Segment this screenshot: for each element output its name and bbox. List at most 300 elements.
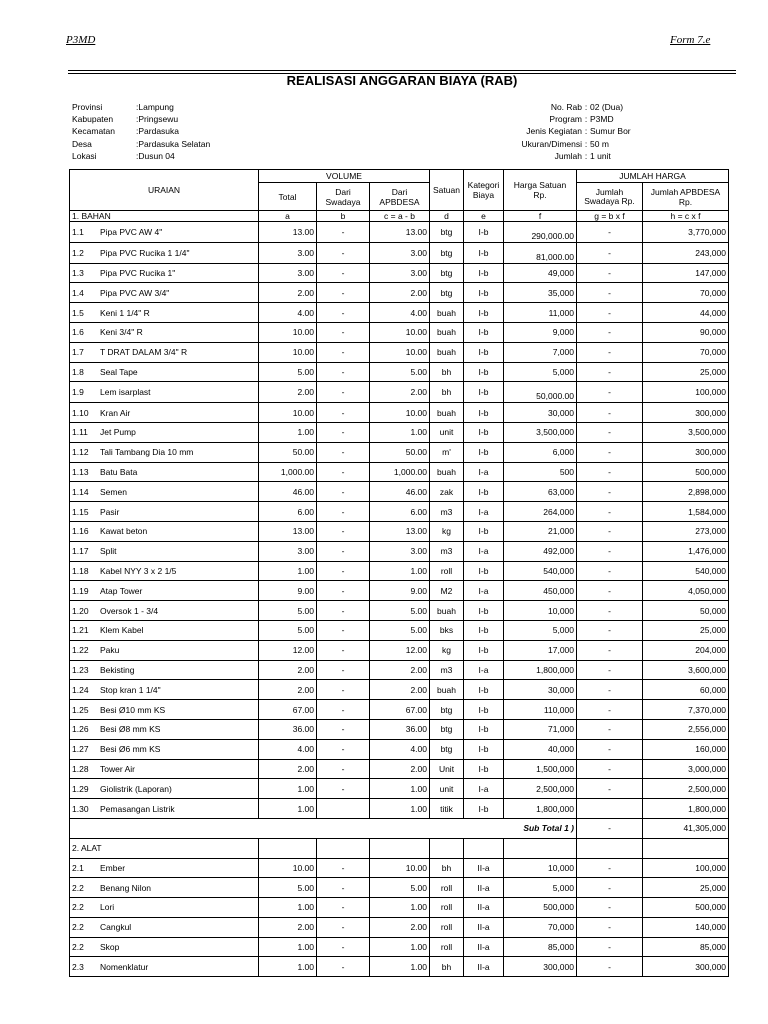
volume-swadaya: - bbox=[317, 482, 370, 502]
unit: buah bbox=[430, 680, 464, 700]
subtotal-label: Sub Total 1 ) bbox=[70, 818, 577, 838]
volume-apbdesa: 50.00 bbox=[370, 442, 430, 462]
unit-price: 17,000 bbox=[504, 640, 577, 660]
item-number: 1.25 bbox=[72, 704, 89, 715]
total-swadaya: - bbox=[577, 263, 643, 283]
unit: bh bbox=[430, 858, 464, 878]
col-uraian: URAIAN bbox=[70, 170, 259, 211]
volume-total: 50.00 bbox=[259, 442, 317, 462]
total-apbdesa: 540,000 bbox=[643, 561, 729, 581]
volume-apbdesa: 1.00 bbox=[370, 957, 430, 977]
meta-row bbox=[72, 138, 210, 150]
item-number: 1.23 bbox=[72, 664, 89, 675]
total-apbdesa: 204,000 bbox=[643, 640, 729, 660]
meta-row bbox=[72, 150, 210, 162]
volume-swadaya: - bbox=[317, 759, 370, 779]
volume-apbdesa: 1,000.00 bbox=[370, 462, 430, 482]
unit: m3 bbox=[430, 502, 464, 522]
item-name: Split bbox=[100, 546, 117, 557]
cost-category: I-b bbox=[464, 422, 504, 442]
unit-price: 81,000.00 bbox=[504, 242, 577, 263]
cost-category: I-b bbox=[464, 601, 504, 621]
total-apbdesa: 7,370,000 bbox=[643, 700, 729, 720]
table-row bbox=[70, 957, 729, 977]
total-apbdesa: 50,000 bbox=[643, 601, 729, 621]
item-name: Bekisting bbox=[100, 664, 135, 675]
col-apbdesa: Dari APBDESA bbox=[370, 183, 430, 211]
volume-total: 2.00 bbox=[259, 759, 317, 779]
formula-row bbox=[70, 211, 729, 222]
table-row bbox=[70, 917, 729, 937]
col-total: Total bbox=[259, 183, 317, 211]
subtotal-apbdesa: 41,305,000 bbox=[643, 818, 729, 838]
volume-total: 1.00 bbox=[259, 937, 317, 957]
item-name: Kawat beton bbox=[100, 526, 148, 537]
volume-apbdesa: 5.00 bbox=[370, 362, 430, 382]
cost-category: I-a bbox=[464, 779, 504, 799]
table-row bbox=[70, 719, 729, 739]
total-swadaya: - bbox=[577, 779, 643, 799]
meta-row bbox=[460, 150, 631, 162]
total-swadaya: - bbox=[577, 957, 643, 977]
item-name: Ember bbox=[100, 862, 126, 873]
table-row bbox=[70, 502, 729, 522]
total-swadaya: - bbox=[577, 403, 643, 423]
item-name: T DRAT DALAM 3/4" R bbox=[100, 347, 188, 358]
total-apbdesa: 25,000 bbox=[643, 620, 729, 640]
cost-category: I-a bbox=[464, 502, 504, 522]
volume-apbdesa: 46.00 bbox=[370, 482, 430, 502]
unit-price: 450,000 bbox=[504, 581, 577, 601]
formula-d: d bbox=[430, 211, 464, 222]
item-name: Tower Air bbox=[100, 763, 135, 774]
total-swadaya: - bbox=[577, 322, 643, 342]
total-apbdesa: 3,600,000 bbox=[643, 660, 729, 680]
unit-price: 85,000 bbox=[504, 937, 577, 957]
volume-swadaya: - bbox=[317, 303, 370, 323]
volume-total: 4.00 bbox=[259, 739, 317, 759]
item-cell bbox=[70, 620, 259, 640]
formula-b: b bbox=[317, 211, 370, 222]
item-name: Atap Tower bbox=[100, 585, 143, 596]
total-swadaya: - bbox=[577, 601, 643, 621]
formula-h: h = c x f bbox=[643, 211, 729, 222]
volume-total: 2.00 bbox=[259, 917, 317, 937]
volume-swadaya: - bbox=[317, 541, 370, 561]
item-name: Benang Nilon bbox=[100, 882, 152, 893]
volume-total: 1.00 bbox=[259, 561, 317, 581]
table-row bbox=[70, 422, 729, 442]
meta-row bbox=[72, 101, 210, 113]
total-apbdesa: 2,898,000 bbox=[643, 482, 729, 502]
cost-category: I-b bbox=[464, 263, 504, 283]
unit-price: 21,000 bbox=[504, 521, 577, 541]
unit-price: 49,000 bbox=[504, 263, 577, 283]
total-swadaya: - bbox=[577, 502, 643, 522]
meta-separator: : bbox=[584, 114, 588, 125]
total-swadaya: - bbox=[577, 222, 643, 243]
volume-total: 3.00 bbox=[259, 242, 317, 263]
table-row bbox=[70, 403, 729, 423]
item-name: Semen bbox=[100, 486, 127, 497]
item-cell bbox=[70, 222, 259, 243]
item-name: Seal Tape bbox=[100, 366, 138, 377]
unit-price: 9,000 bbox=[504, 322, 577, 342]
item-number: 1.2 bbox=[72, 247, 84, 258]
volume-apbdesa: 3.00 bbox=[370, 263, 430, 283]
volume-swadaya: - bbox=[317, 462, 370, 482]
volume-apbdesa: 10.00 bbox=[370, 342, 430, 362]
volume-swadaya: - bbox=[317, 403, 370, 423]
total-apbdesa: 2,500,000 bbox=[643, 779, 729, 799]
item-number: 1.5 bbox=[72, 307, 84, 318]
volume-apbdesa: 12.00 bbox=[370, 640, 430, 660]
table-row bbox=[70, 799, 729, 819]
table-row bbox=[70, 779, 729, 799]
volume-apbdesa: 5.00 bbox=[370, 620, 430, 640]
volume-swadaya: - bbox=[317, 601, 370, 621]
total-apbdesa: 1,584,000 bbox=[643, 502, 729, 522]
total-apbdesa: 300,000 bbox=[643, 957, 729, 977]
item-number: 1.16 bbox=[72, 526, 89, 537]
item-name: Giolistrik (Laporan) bbox=[100, 783, 172, 794]
volume-total: 10.00 bbox=[259, 403, 317, 423]
volume-swadaya: - bbox=[317, 917, 370, 937]
volume-apbdesa: 36.00 bbox=[370, 719, 430, 739]
item-name: Besi Ø8 mm KS bbox=[100, 724, 161, 735]
meta-row bbox=[460, 101, 631, 113]
meta-separator: : bbox=[584, 126, 588, 137]
table-row bbox=[70, 759, 729, 779]
total-apbdesa: 243,000 bbox=[643, 242, 729, 263]
col-volume: VOLUME bbox=[259, 170, 430, 183]
total-swadaya: - bbox=[577, 442, 643, 462]
volume-apbdesa: 4.00 bbox=[370, 739, 430, 759]
unit: buah bbox=[430, 342, 464, 362]
formula-e: e bbox=[464, 211, 504, 222]
volume-apbdesa: 1.00 bbox=[370, 422, 430, 442]
volume-total: 5.00 bbox=[259, 878, 317, 898]
formula-a: a bbox=[259, 211, 317, 222]
meta-value: Lampung bbox=[138, 102, 174, 112]
volume-swadaya: - bbox=[317, 779, 370, 799]
unit-price: 11,000 bbox=[504, 303, 577, 323]
total-apbdesa: 300,000 bbox=[643, 403, 729, 423]
formula-c: c = a - b bbox=[370, 211, 430, 222]
item-name: Pipa PVC Rucika 1 1/4" bbox=[100, 247, 190, 258]
volume-apbdesa: 2.00 bbox=[370, 680, 430, 700]
meta-row bbox=[460, 138, 631, 150]
item-cell bbox=[70, 322, 259, 342]
table-row bbox=[70, 541, 729, 561]
unit: unit bbox=[430, 422, 464, 442]
unit: kg bbox=[430, 640, 464, 660]
table-row bbox=[70, 640, 729, 660]
meta-row bbox=[72, 125, 210, 137]
cost-category: I-b bbox=[464, 482, 504, 502]
item-cell bbox=[70, 759, 259, 779]
section-bahan: 1. BAHAN bbox=[70, 211, 259, 222]
item-cell bbox=[70, 700, 259, 720]
volume-swadaya: - bbox=[317, 957, 370, 977]
total-apbdesa: 85,000 bbox=[643, 937, 729, 957]
cost-category: II-a bbox=[464, 858, 504, 878]
table-row bbox=[70, 620, 729, 640]
total-apbdesa: 25,000 bbox=[643, 362, 729, 382]
item-name: Nomenklatur bbox=[100, 961, 149, 972]
total-swadaya: - bbox=[577, 382, 643, 403]
table-row bbox=[70, 303, 729, 323]
volume-total: 5.00 bbox=[259, 362, 317, 382]
unit: buah bbox=[430, 601, 464, 621]
volume-total: 13.00 bbox=[259, 222, 317, 243]
item-number: 1.30 bbox=[72, 803, 89, 814]
item-name: Pipa PVC AW 3/4" bbox=[100, 287, 170, 298]
volume-apbdesa: 2.00 bbox=[370, 660, 430, 680]
cost-category: I-b bbox=[464, 403, 504, 423]
item-number: 2.2 bbox=[72, 902, 84, 913]
volume-total: 1.00 bbox=[259, 422, 317, 442]
unit: buah bbox=[430, 322, 464, 342]
total-swadaya: - bbox=[577, 482, 643, 502]
item-name: Pemasangan Listrik bbox=[100, 803, 175, 814]
meta-label: Lokasi bbox=[72, 150, 97, 161]
subtotal-swadaya: - bbox=[577, 818, 643, 838]
meta-value: 1 unit bbox=[590, 150, 611, 161]
volume-total: 5.00 bbox=[259, 601, 317, 621]
volume-swadaya: - bbox=[317, 283, 370, 303]
item-cell bbox=[70, 263, 259, 283]
item-name: Pasir bbox=[100, 506, 120, 517]
item-name: Besi Ø6 mm KS bbox=[100, 744, 161, 755]
unit-price: 264,000 bbox=[504, 502, 577, 522]
meta-separator: : bbox=[136, 126, 139, 137]
meta-row bbox=[460, 113, 631, 125]
volume-apbdesa: 13.00 bbox=[370, 222, 430, 243]
table-row bbox=[70, 680, 729, 700]
volume-total: 6.00 bbox=[259, 502, 317, 522]
volume-total: 12.00 bbox=[259, 640, 317, 660]
volume-apbdesa: 13.00 bbox=[370, 521, 430, 541]
volume-apbdesa: 10.00 bbox=[370, 858, 430, 878]
total-swadaya: - bbox=[577, 303, 643, 323]
total-swadaya: - bbox=[577, 917, 643, 937]
volume-apbdesa: 1.00 bbox=[370, 898, 430, 918]
total-swadaya: - bbox=[577, 739, 643, 759]
item-cell bbox=[70, 422, 259, 442]
item-number: 1.9 bbox=[72, 387, 84, 398]
item-number: 1.24 bbox=[72, 684, 89, 695]
unit: buah bbox=[430, 303, 464, 323]
table-row bbox=[70, 700, 729, 720]
col-swadaya: Dari Swadaya bbox=[317, 183, 370, 211]
volume-total: 10.00 bbox=[259, 342, 317, 362]
meta-separator: : bbox=[584, 138, 588, 149]
col-harga: Harga Satuan Rp. bbox=[504, 170, 577, 211]
volume-total: 67.00 bbox=[259, 700, 317, 720]
volume-swadaya: - bbox=[317, 739, 370, 759]
table-row bbox=[70, 858, 729, 878]
volume-swadaya bbox=[317, 799, 370, 819]
volume-swadaya: - bbox=[317, 620, 370, 640]
item-number: 1.6 bbox=[72, 327, 84, 338]
table-row bbox=[70, 382, 729, 403]
section-alat-row bbox=[70, 838, 729, 858]
meta-value: Pardasuka bbox=[138, 126, 180, 137]
volume-total: 5.00 bbox=[259, 620, 317, 640]
cost-category: I-b bbox=[464, 303, 504, 323]
volume-apbdesa: 6.00 bbox=[370, 502, 430, 522]
cost-category: I-b bbox=[464, 442, 504, 462]
item-cell bbox=[70, 878, 259, 898]
unit: bh bbox=[430, 382, 464, 403]
unit-price: 35,000 bbox=[504, 283, 577, 303]
item-number: 1.10 bbox=[72, 407, 89, 418]
volume-total: 46.00 bbox=[259, 482, 317, 502]
item-name: Kran Air bbox=[100, 407, 131, 418]
subtotal-row bbox=[70, 818, 729, 838]
meta-separator: : bbox=[584, 102, 588, 112]
item-number: 2.2 bbox=[72, 882, 84, 893]
header-row-1 bbox=[70, 170, 729, 183]
volume-total: 1.00 bbox=[259, 898, 317, 918]
cost-category: I-b bbox=[464, 620, 504, 640]
total-swadaya: - bbox=[577, 937, 643, 957]
total-swadaya: - bbox=[577, 878, 643, 898]
unit-price: 30,000 bbox=[504, 403, 577, 423]
volume-total: 1,000.00 bbox=[259, 462, 317, 482]
table-row bbox=[70, 362, 729, 382]
total-apbdesa: 147,000 bbox=[643, 263, 729, 283]
total-apbdesa: 273,000 bbox=[643, 521, 729, 541]
unit-price: 10,000 bbox=[504, 601, 577, 621]
table-row bbox=[70, 878, 729, 898]
table-row bbox=[70, 521, 729, 541]
item-cell bbox=[70, 362, 259, 382]
volume-swadaya: - bbox=[317, 322, 370, 342]
item-cell bbox=[70, 541, 259, 561]
unit-price: 40,000 bbox=[504, 739, 577, 759]
cost-category: I-b bbox=[464, 739, 504, 759]
volume-apbdesa: 3.00 bbox=[370, 242, 430, 263]
volume-swadaya: - bbox=[317, 222, 370, 243]
item-number: 2.2 bbox=[72, 942, 84, 953]
unit-price: 500 bbox=[504, 462, 577, 482]
unit: M2 bbox=[430, 581, 464, 601]
item-number: 1.13 bbox=[72, 466, 89, 477]
item-cell bbox=[70, 601, 259, 621]
volume-swadaya: - bbox=[317, 382, 370, 403]
unit: btg bbox=[430, 700, 464, 720]
total-swadaya: - bbox=[577, 362, 643, 382]
item-number: 1.20 bbox=[72, 605, 89, 616]
table-row bbox=[70, 739, 729, 759]
volume-apbdesa: 1.00 bbox=[370, 561, 430, 581]
item-number: 2.2 bbox=[72, 922, 84, 933]
item-cell bbox=[70, 502, 259, 522]
unit: titik bbox=[430, 799, 464, 819]
unit-price: 2,500,000 bbox=[504, 779, 577, 799]
item-cell bbox=[70, 937, 259, 957]
unit: Unit bbox=[430, 759, 464, 779]
cost-category: I-a bbox=[464, 660, 504, 680]
meta-row bbox=[72, 113, 210, 125]
volume-apbdesa: 1.00 bbox=[370, 937, 430, 957]
volume-apbdesa: 2.00 bbox=[370, 759, 430, 779]
volume-total: 2.00 bbox=[259, 382, 317, 403]
table-row bbox=[70, 561, 729, 581]
item-cell bbox=[70, 442, 259, 462]
table-row bbox=[70, 660, 729, 680]
table-row bbox=[70, 898, 729, 918]
meta-value: 02 (Dua) bbox=[590, 102, 624, 112]
volume-total: 3.00 bbox=[259, 541, 317, 561]
total-apbdesa: 60,000 bbox=[643, 680, 729, 700]
meta-row bbox=[460, 125, 631, 137]
volume-swadaya: - bbox=[317, 442, 370, 462]
total-apbdesa: 44,000 bbox=[643, 303, 729, 323]
col-jumlah-harga: JUMLAH HARGA bbox=[577, 170, 729, 183]
total-swadaya: - bbox=[577, 561, 643, 581]
item-name: Stop kran 1 1/4" bbox=[100, 684, 161, 695]
item-name: Batu Bata bbox=[100, 466, 138, 477]
cost-category: I-b bbox=[464, 719, 504, 739]
total-swadaya: - bbox=[577, 759, 643, 779]
volume-swadaya: - bbox=[317, 660, 370, 680]
total-apbdesa: 70,000 bbox=[643, 342, 729, 362]
total-swadaya: - bbox=[577, 422, 643, 442]
total-apbdesa: 25,000 bbox=[643, 878, 729, 898]
item-cell bbox=[70, 917, 259, 937]
table-row bbox=[70, 322, 729, 342]
item-number: 1.29 bbox=[72, 783, 89, 794]
volume-total: 2.00 bbox=[259, 283, 317, 303]
volume-total: 13.00 bbox=[259, 521, 317, 541]
unit: m3 bbox=[430, 660, 464, 680]
cost-category: I-b bbox=[464, 242, 504, 263]
cost-category: I-a bbox=[464, 581, 504, 601]
total-apbdesa: 1,800,000 bbox=[643, 799, 729, 819]
item-number: 1.4 bbox=[72, 287, 84, 298]
item-name: Lori bbox=[100, 902, 115, 913]
total-swadaya: - bbox=[577, 242, 643, 263]
cost-category: I-b bbox=[464, 759, 504, 779]
volume-apbdesa: 9.00 bbox=[370, 581, 430, 601]
meta-value: Pardasuka Selatan bbox=[138, 138, 211, 149]
unit-price: 63,000 bbox=[504, 482, 577, 502]
unit-price: 492,000 bbox=[504, 541, 577, 561]
cost-category: I-b bbox=[464, 521, 504, 541]
unit-price: 1,800,000 bbox=[504, 660, 577, 680]
item-cell bbox=[70, 779, 259, 799]
unit: bks bbox=[430, 620, 464, 640]
item-number: 1.11 bbox=[72, 427, 88, 438]
total-swadaya bbox=[577, 799, 643, 819]
item-number: 1.7 bbox=[72, 347, 84, 358]
unit-price: 1,800,000 bbox=[504, 799, 577, 819]
unit-price: 540,000 bbox=[504, 561, 577, 581]
total-apbdesa: 3,000,000 bbox=[643, 759, 729, 779]
volume-swadaya: - bbox=[317, 700, 370, 720]
cost-category: I-b bbox=[464, 561, 504, 581]
total-swadaya: - bbox=[577, 283, 643, 303]
item-name: Pipa PVC Rucika 1" bbox=[100, 267, 176, 278]
volume-swadaya: - bbox=[317, 858, 370, 878]
volume-apbdesa: 5.00 bbox=[370, 601, 430, 621]
total-apbdesa: 500,000 bbox=[643, 898, 729, 918]
volume-swadaya: - bbox=[317, 878, 370, 898]
item-cell bbox=[70, 482, 259, 502]
